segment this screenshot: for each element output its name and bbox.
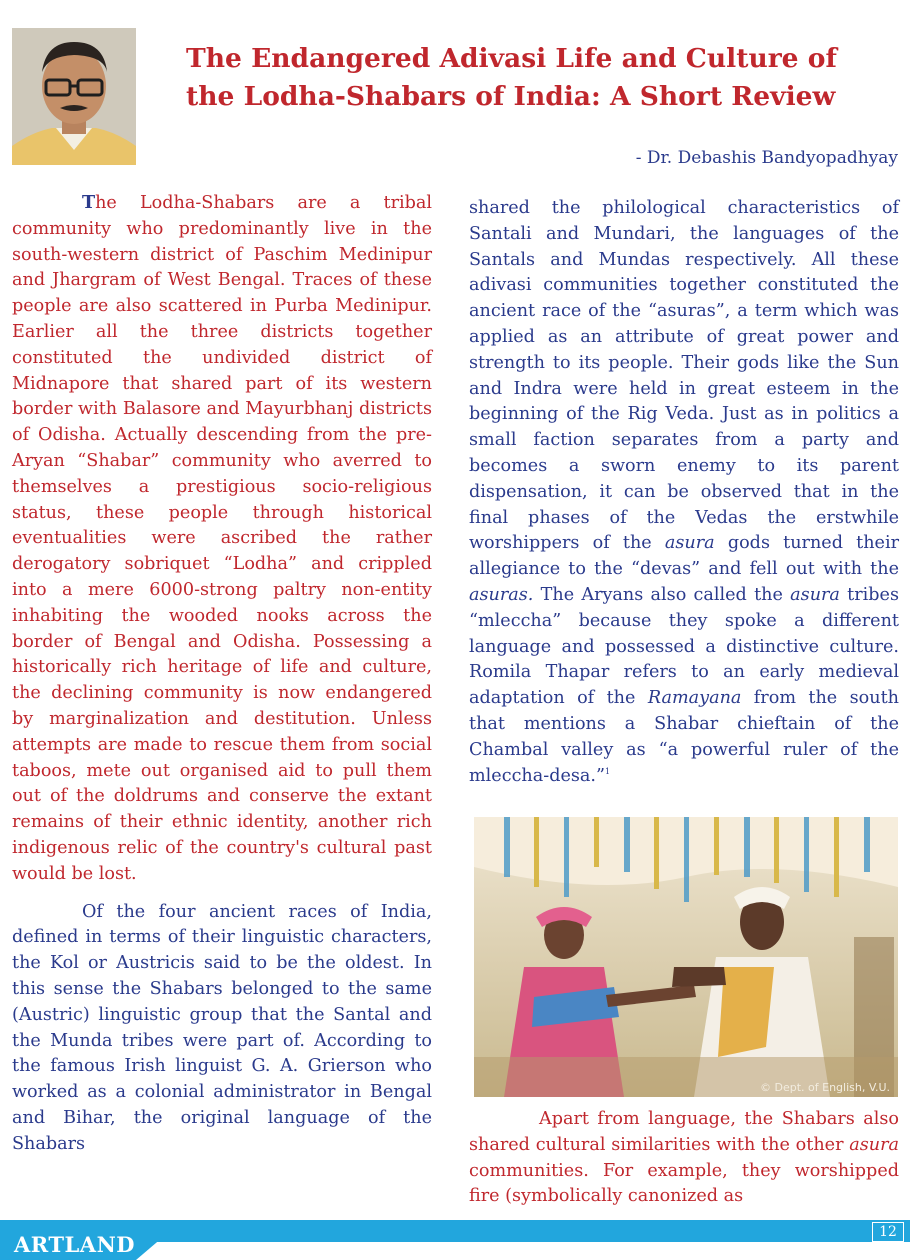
text-span: shared the philological characteristics of Santali and Mundari, the languages of the Santals and Mundas respectively. All these adivasi communities together constituted the ancient race of the “asuras”, a term which was applied as an attribute of great power and strength to its people. Their gods like the Sun and Indra were held in great esteem in the beginning of the Rig Veda. Just as in politics a small faction separates from a party and becomes a sworn enemy to its parent dispensation, it can be observed that in the final phases of the Vedas the erstwhile worshippers of the (469, 198, 899, 554)
paragraph-intro (12, 190, 432, 888)
performance-photo (474, 817, 898, 1097)
article-author: - Dr. Debashis Bandyopadhyay (635, 148, 898, 168)
italic-term: asura (664, 533, 715, 554)
text-span: from the south that mentions a Shabar chieftain of the Chambal valley as “a powerful ruler of the mleccha-desa.” (469, 688, 899, 786)
italic-term: asura (849, 1134, 899, 1155)
text-span: The Aryans also called the (533, 584, 791, 605)
paragraph-cultural-similarities (469, 1107, 899, 1210)
photo-credit: © Dept. of English, V.U. (760, 1081, 890, 1094)
paragraph-asuras (469, 196, 899, 789)
article-title: The Endangered Adivasi Life and Culture of the Lodha-Shabars of India: A Short Review (186, 43, 837, 112)
paragraph-ancient-races: Of the four ancient races of India, defined in terms of their linguistic characters, the Kol or Austricis said to be the oldest. In this sense the Shabars belonged to the same (Austric) linguistic group that the Santal and the Munda tribes were part of. According to the famous Irish linguist G. A. Grierson who worked as a colonial administrator in Bengal and Bihar, the original language of the Shabars (12, 901, 432, 1154)
column-left (12, 190, 432, 1157)
text-span: gods turned their allegiance to the “devas” and fell out with the (469, 533, 899, 580)
performance-photo-image (474, 817, 898, 1097)
text-span: Apart from language, the Shabars also shared cultural similarities with the other (469, 1109, 899, 1155)
text-span: communities. For example, they worshipped fire (symbolically canonized as (469, 1160, 899, 1207)
italic-term: asura (790, 584, 840, 605)
column-right (469, 196, 899, 789)
footer-brand: ARTLAND (14, 1232, 135, 1257)
paragraph-intro-text: he Lodha-Shabars are a tribal community who predominantly live in the south-western district of Paschim Medinipur and Jhargram of West Bengal. Traces of these people are also scattered in Purba Medinipur. Earlier all the three districts together constituted the undivided district of Midnapore that shared part of its western border with Balasore and Mayurbhanj districts of Odisha. Actually descending from the pre-Aryan “Shabar” community who averred to themselves a prestigious socio-religious status, these people through historical eventualities were ascribed the rather derogatory sobriquet “Lodha” and crippled into a mere 6000-strong paltry non-entity inhabiting the wooded nooks across the border of Bengal and Odisha. Possessing a historically rich heritage of life and culture, the declining community is now endangered by marginalization and destitution. Unless attempts are made to rescue them from social taboos, mete out organised aid to pull them out of the doldrums and conserve the extant remains of their ethnic identity, another rich indigenous relic of the country's cultural past would be lost. (12, 193, 432, 884)
footnote-marker: 1 (604, 766, 611, 776)
column-right-lower (469, 1107, 899, 1210)
italic-term: Ramayana (647, 688, 742, 709)
author-portrait (12, 28, 136, 165)
first-letter: T (82, 192, 96, 213)
text-span: tribes “mleccha” because they spoke a different language and possessed a distinctive culture. Romila Thapar refers to an early medieval adaptation of the (469, 584, 899, 709)
page-number: 12 (872, 1222, 904, 1242)
author-portrait-image (12, 28, 136, 165)
italic-term: asuras. (469, 584, 534, 605)
